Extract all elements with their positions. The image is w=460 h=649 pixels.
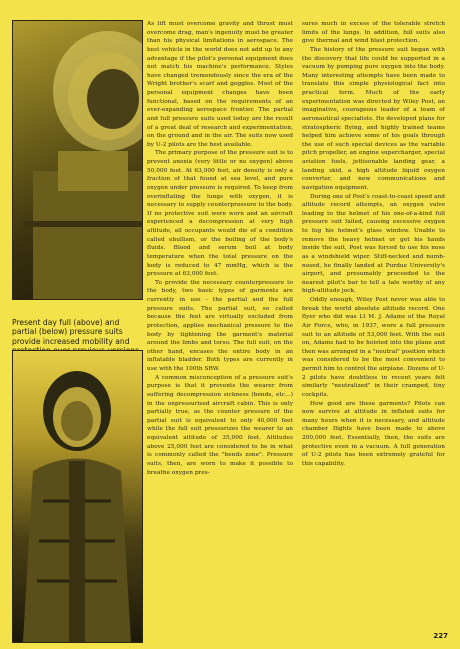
page-number: 227 [433, 632, 448, 640]
article-column-middle [147, 20, 293, 477]
paragraph: During one of Post's coast-to-coast speed and altitude record attempts, an oxygen valve leading to the helmet of his one-of-a-kind full pressure suit failed, causing excessive oxygen to fog his helmet's glass window. Unable to remove the heavy helmet or get his hands inside the suit, Post was forced to use his nose as a windshield wiper. Stiff-necked and numb-nosed, he finally landed at Purdue University's airport, and presumably proceeded to the nearest pilot's bar to tell a tale worthy of any high-altitude jock. [302, 193, 445, 295]
paragraph: The history of the pressure suit began with the discovery that life could be supported in a vacuum by pumping pure oxygen into the body. Many interesting attempts have been made to translate this simple physiological fact into practical form. Much of the early experimentation was directed by Wiley Post, an imaginative, courageous leader of a team of aeronautical specialists. He developed plans for stratospheric flying, and highly trained teams helped him achieve some of his goals through the use of such special devices as the variable pitch propeller, an engine supercharger, special aviation fuels, jettisonable landing gear, a landing skid, a high altitude liquid oxygen converter, and new communications and navigation equipment. [302, 46, 445, 191]
paragraph: Oddly enough, Wiley Post never was able to break the world absolute altitude record. One flyer who did was Lt M. J. Adams of the Royal Air Force, who, in 1937, wore a full pressure suit to an altitude of 53,000 feet. With the suit on, Adams had to be hoisted into the plane and then was arranged in a "neutral" position which was considered to be the most convenient to permit him to control the airplane. Dozens of U-2 pilots have doubtless in recent years felt similarly "neutralized" in their cramped, tiny cockpits. [302, 297, 445, 398]
paragraph: How good are these garments? Pilots can now survive at altitude in inflated suits for many hours when it is necessary, and altitude chamber flights have been made to above 200,000 feet. Essentially, then, the suits are protective even in a vacuum. A full generation of U-2 pilots has been extremely grateful for this capability. [302, 400, 445, 467]
paragraph: As lift must overcome gravity and thrust must overcome drag, man's ingenuity must be greater than his physical limitations in aerospace. The best vehicle in the world does not add up to any advantage if the pilot's personal equipment does not match his machine's performance. Styles have changed tremendously since the era of the Wright brother's scarf and goggles. Most of the personal equipment changes have been functional, based on the requirements of an ever-expanding aerospace frontier. The partial and full pressure suits used today are the result of a great deal of research and experimentation, on the ground and in the air. The suits now used by U-2 pilots are the best available. [147, 21, 293, 148]
full-pressure-suit-photo [12, 20, 143, 300]
paragraph: sures much in excess of the tolerable stretch limits of the lungs. In addition, full suits also give thermal and wind blast protection. [302, 21, 445, 45]
photo-caption: Present day full (above) and partial (below) pressure suits provide increased mobility and [12, 318, 130, 346]
paragraph: The primary purpose of the pressure suit is to prevent anoxia (very little or no oxygen) above 50,000 feet. At 63,000 feet, air density is only a fraction of that found at sea level, and pure oxygen under pressure is required. To keep from overinflating the lungs with oxygen, it is necessary to supply counterpressure to the body. If no protective suit were worn and an aircraft experienced a decompression at very high altitude, all occupants would die of a condition called ebullism, or the boiling of the body's fluids. Blood and serum boil at body temperature when the total pressure on the body is reduced to 47 mmHg, which is the pressure at 63,000 feet. [147, 150, 293, 278]
article-column-right [302, 20, 445, 469]
partial-pressure-suit-photo [12, 350, 143, 643]
paragraph: A common misconception of a pressure suit's purpose is that it prevents the wearer from suffering decompression sickness (bends, etc...) in the unpressurized aircraft cabin. This is only partially true, as the counter pressure of the partial suit is equivalent to only 40,000 feet while the full suit pressurizes the wearer to an equivalent altitude of 35,000 feet. Altitudes above 25,000 feet are considered to be in what is commonly called the "bends zone". Pressure suits, then, are worn to make it possible to breathe oxygen pres- [147, 374, 293, 476]
paragraph: To provide the necessary counterpressure to the body, two basic types of garments are currently in use - the partial and the full pressure suits. The partial suit, so called because the feet are virtually excluded from protection, applies mechanical pressure to the body by tightening the garment's material around the limbs and torso. The full suit, on the other hand, encases the entire body in an inflatable bladder. Both types are currently in use with the 100th SRW. [147, 279, 293, 372]
